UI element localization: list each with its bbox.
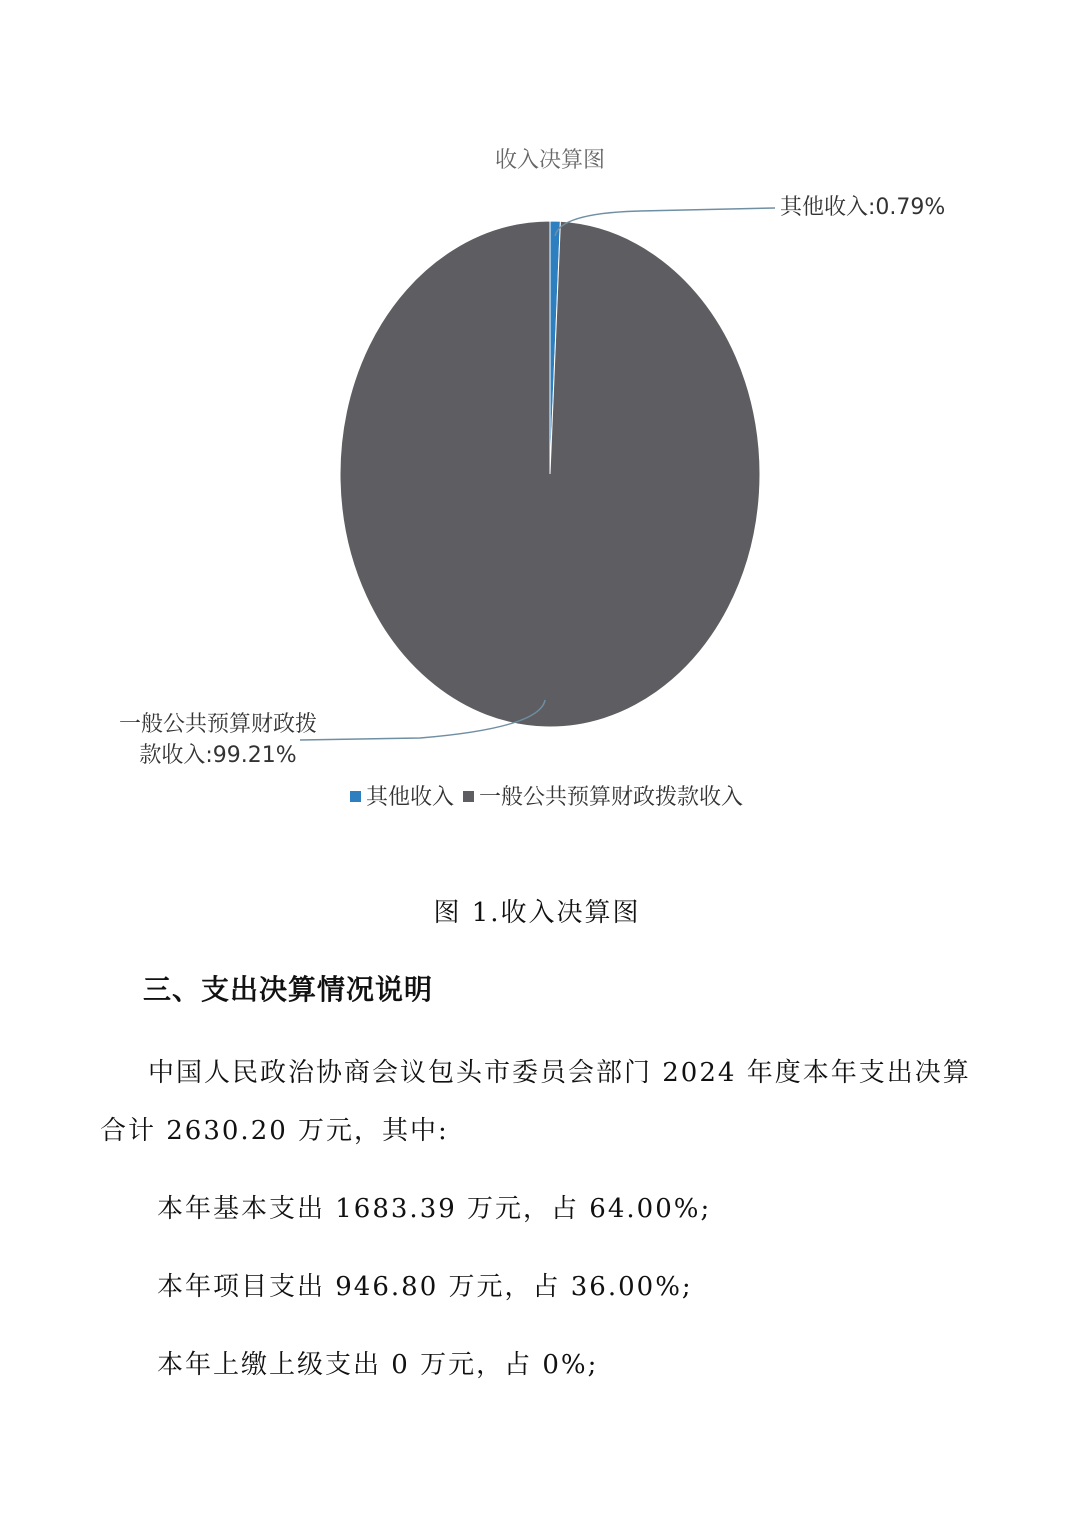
expense-item-remit: 本年上缴上级支出 0 万元，占 0%; — [157, 1350, 599, 1380]
expense-item-project: 本年项目支出 946.80 万元，占 36.00%; — [157, 1272, 693, 1302]
figure-caption: 图 1.收入决算图 — [433, 898, 641, 928]
legend-swatch-general-budget — [463, 791, 474, 802]
expense-item-basic: 本年基本支出 1683.39 万元，占 64.00%; — [157, 1194, 712, 1224]
chart-legend — [350, 785, 743, 810]
data-label-general-budget-line1: 一般公共预算财政拨 — [118, 712, 318, 737]
data-label-general-budget-line2: 款收入:99.21% — [139, 743, 297, 768]
intro-paragraph-line1: 中国人民政治协商会议包头市委员会部门 2024 年度本年支出决算 — [148, 1058, 971, 1088]
legend-swatch-other-income — [350, 791, 361, 802]
legend-label-general-budget: 一般公共预算财政拨款收入 — [479, 785, 744, 810]
legend-label-other-income: 其他收入 — [366, 785, 455, 810]
intro-paragraph-line2: 合计 2630.20 万元，其中: — [100, 1116, 449, 1146]
data-label-other-income: 其他收入:0.79% — [780, 195, 946, 220]
pie-slice-general-budget — [340, 221, 760, 727]
chart-title: 收入决算图 — [494, 148, 606, 173]
section-heading: 三、支出决算情况说明 — [143, 973, 434, 1006]
